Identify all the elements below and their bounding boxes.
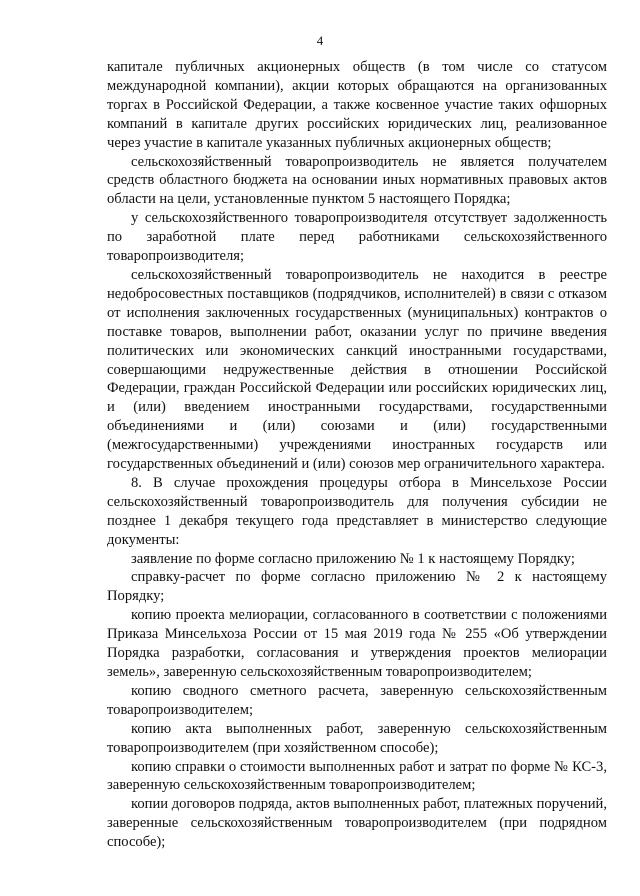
paragraph-not-budget-recipient: сельскохозяйственный товаропроизводитель не является получателем средств областного бюджета на основании иных нормативных правовых актов области на цели, установленные пунктом 5 настоящего Порядка; — [107, 153, 607, 208]
list-item-cost-estimate-copy: копию сводного сметного расчета, заверенную сельскохозяйственным товаропроизводителем; — [107, 682, 607, 718]
page-number: 4 — [316, 33, 324, 48]
paragraph-clause-8: 8. В случае прохождения процедуры отбора в Минсельхозе России сельскохозяйственный товаропроизводитель для получения субсидии не позднее 1 декабря текущего года представляет в министерство следующие документы: — [107, 474, 607, 548]
document-body — [107, 58, 607, 852]
paragraph-offshore-participation: капитале публичных акционерных обществ (в том числе со статусом международной компании), акции которых обращаются на организованных торгах в Российской Федерации, а также косвенное участие таких офшорных компаний в капитале других российских юридических лиц, реализованное через участие в капитале указанных публичных акционерных обществ; — [107, 59, 607, 151]
paragraph-not-in-unfair-suppliers-registry: сельскохозяйственный товаропроизводитель не находится в реестре недобросовестных поставщиков (подрядчиков, исполнителей) в связи с отказом от исполнения заключенных государственных (муниципальных) контрактов о поставке товаров, выполнении работ, оказании услуг по причине введения политических или экономических санкций иностранными государствами, совершающими недружественные действия в отношении Российской Федерации, граждан Российской Федерации или российских юридических лиц, и (или) введением иностранными государствами, государственными объединениями и (или) союзами и (или) государственными (межгосударственными) учреждениями иностранных государств или государственных объединений и (или) союзов мер ограничительного характера. — [107, 266, 607, 473]
list-item-application: заявление по форме согласно приложению № 1 к настоящему Порядку; — [131, 550, 575, 567]
list-item-contract-copies: копии договоров подряда, актов выполненных работ, платежных поручений, заверенные сельскохозяйственным товаропроизводителем (при подрядном способе); — [107, 796, 607, 851]
list-item-work-act-copy: копию акта выполненных работ, заверенную сельскохозяйственным товаропроизводителем (при хозяйственном способе); — [107, 720, 607, 756]
list-item-ks3-certificate-copy: копию справки о стоимости выполненных работ и затрат по форме № КС-3, заверенную сельскохозяйственным товаропроизводителем; — [107, 758, 607, 794]
list-item-calculation-certificate: справку-расчет по форме согласно приложению № 2 к настоящему Порядку; — [107, 569, 607, 605]
paragraph-no-wage-debt: у сельскохозяйственного товаропроизводителя отсутствует задолженность по заработной плате перед работниками сельскохозяйственного товаропроизводителя; — [107, 210, 607, 265]
list-item-melioration-project-copy: копию проекта мелиорации, согласованного в соответствии с положениями Приказа Минсельхоза России от 15 мая 2019 года № 255 «Об утверждении Порядка разработки, согласования и утверждения проектов мелиорации земель», заверенную сельскохозяйственным товаропроизводителем; — [107, 607, 607, 680]
